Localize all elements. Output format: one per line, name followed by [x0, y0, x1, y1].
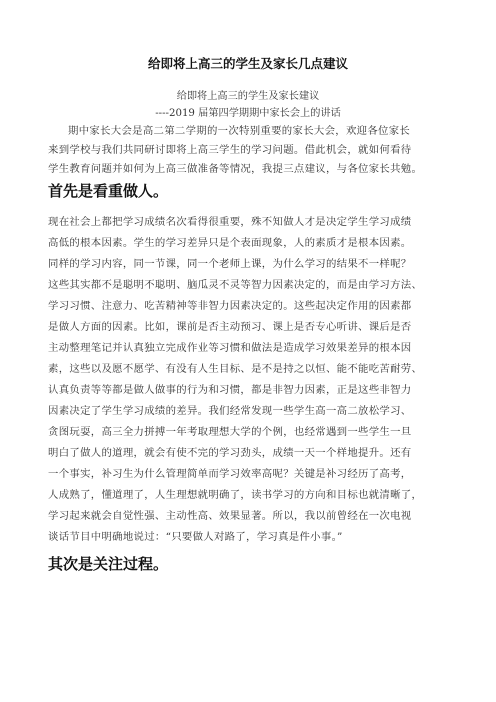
section-heading-2: 其次是关注过程。	[48, 555, 169, 573]
page-title: 给即将上高三的学生及家长几点建议	[147, 56, 348, 71]
body-line: 素，这些以及愿不愿学、有没有人生目标、是不是持之以恒、能不能吃苦耐劳、	[48, 363, 423, 375]
body-line: 人成熟了，懂道理了，人生理想就明确了，读书学习的方向和目标也就清晰了，	[48, 489, 423, 501]
body-line: 现在社会上都把学习成绩名次看得很重要，殊不知做人才是决定学生学习成绩	[48, 216, 412, 228]
intro-line: 期中家长大会是高二第二学期的一次特别重要的家长大会，欢迎各位家长	[68, 125, 411, 137]
body-line: 因素决定了学生学习成绩的差异。我们经常发现一些学生高一高二放松学习、	[48, 405, 412, 417]
body-line: 是做人方面的因素。比如，课前是否主动预习、课上是否专心听讲、课后是否	[48, 321, 412, 333]
body-line: 谈话节目中明确地说过：“只要做人对路了，学习真是件小事。”	[48, 531, 343, 543]
body-line: 贪图玩耍，高三全力拼搏一年考取理想大学的个例，也经常遇到一些学生一旦	[48, 426, 412, 438]
body-line: 学习习惯、注意力、吃苦精神等非智力因素决定的。这些起决定作用的因素都	[48, 300, 412, 312]
body-line: 高低的根本因素。学生的学习差异只是个表面现象，人的素质才是根本因素。	[48, 237, 412, 249]
intro-line: 学生教育问题并如何为上高三做准备等情况，我提三点建议，与各位家长共勉。	[48, 163, 423, 175]
subtitle-event: ----2019 届第四学期期中家长会上的讲话	[155, 108, 341, 119]
body-line: 明白了做人的道理，就会有使不完的学习劲头，成绩一天一个样地提升。还有	[48, 447, 412, 459]
body-line: 学习起来就会自觉性强、主动性高、效果显著。所以，我以前曾经在一次电视	[48, 510, 412, 522]
body-line: 同样的学习内容，同一节课，同一个老师上课，为什么学习的结果不一样呢？	[48, 258, 412, 270]
body-line: 主动整理笔记并认真独立完成作业等习惯和做法是造成学习效果差异的根本因	[48, 342, 412, 354]
intro-line: 来到学校与我们共同研讨即将上高三学生的学习问题。借此机会，就如何看待	[48, 144, 412, 156]
body-line: 一个事实，补习生为什么管理简单而学习效率高呢？关键是补习经历了高考，	[48, 468, 412, 480]
subtitle: 给即将上高三的学生及家长建议	[176, 91, 320, 102]
body-line: 这些其实都不是聪明不聪明、脑瓜灵不灵等智力因素决定的，而是由学习方法、	[48, 279, 423, 291]
section-heading-1: 首先是看重做人。	[48, 182, 169, 200]
body-line: 认真负责等等都是做人做事的行为和习惯，都是非智力因素，正是这些非智力	[48, 384, 412, 396]
